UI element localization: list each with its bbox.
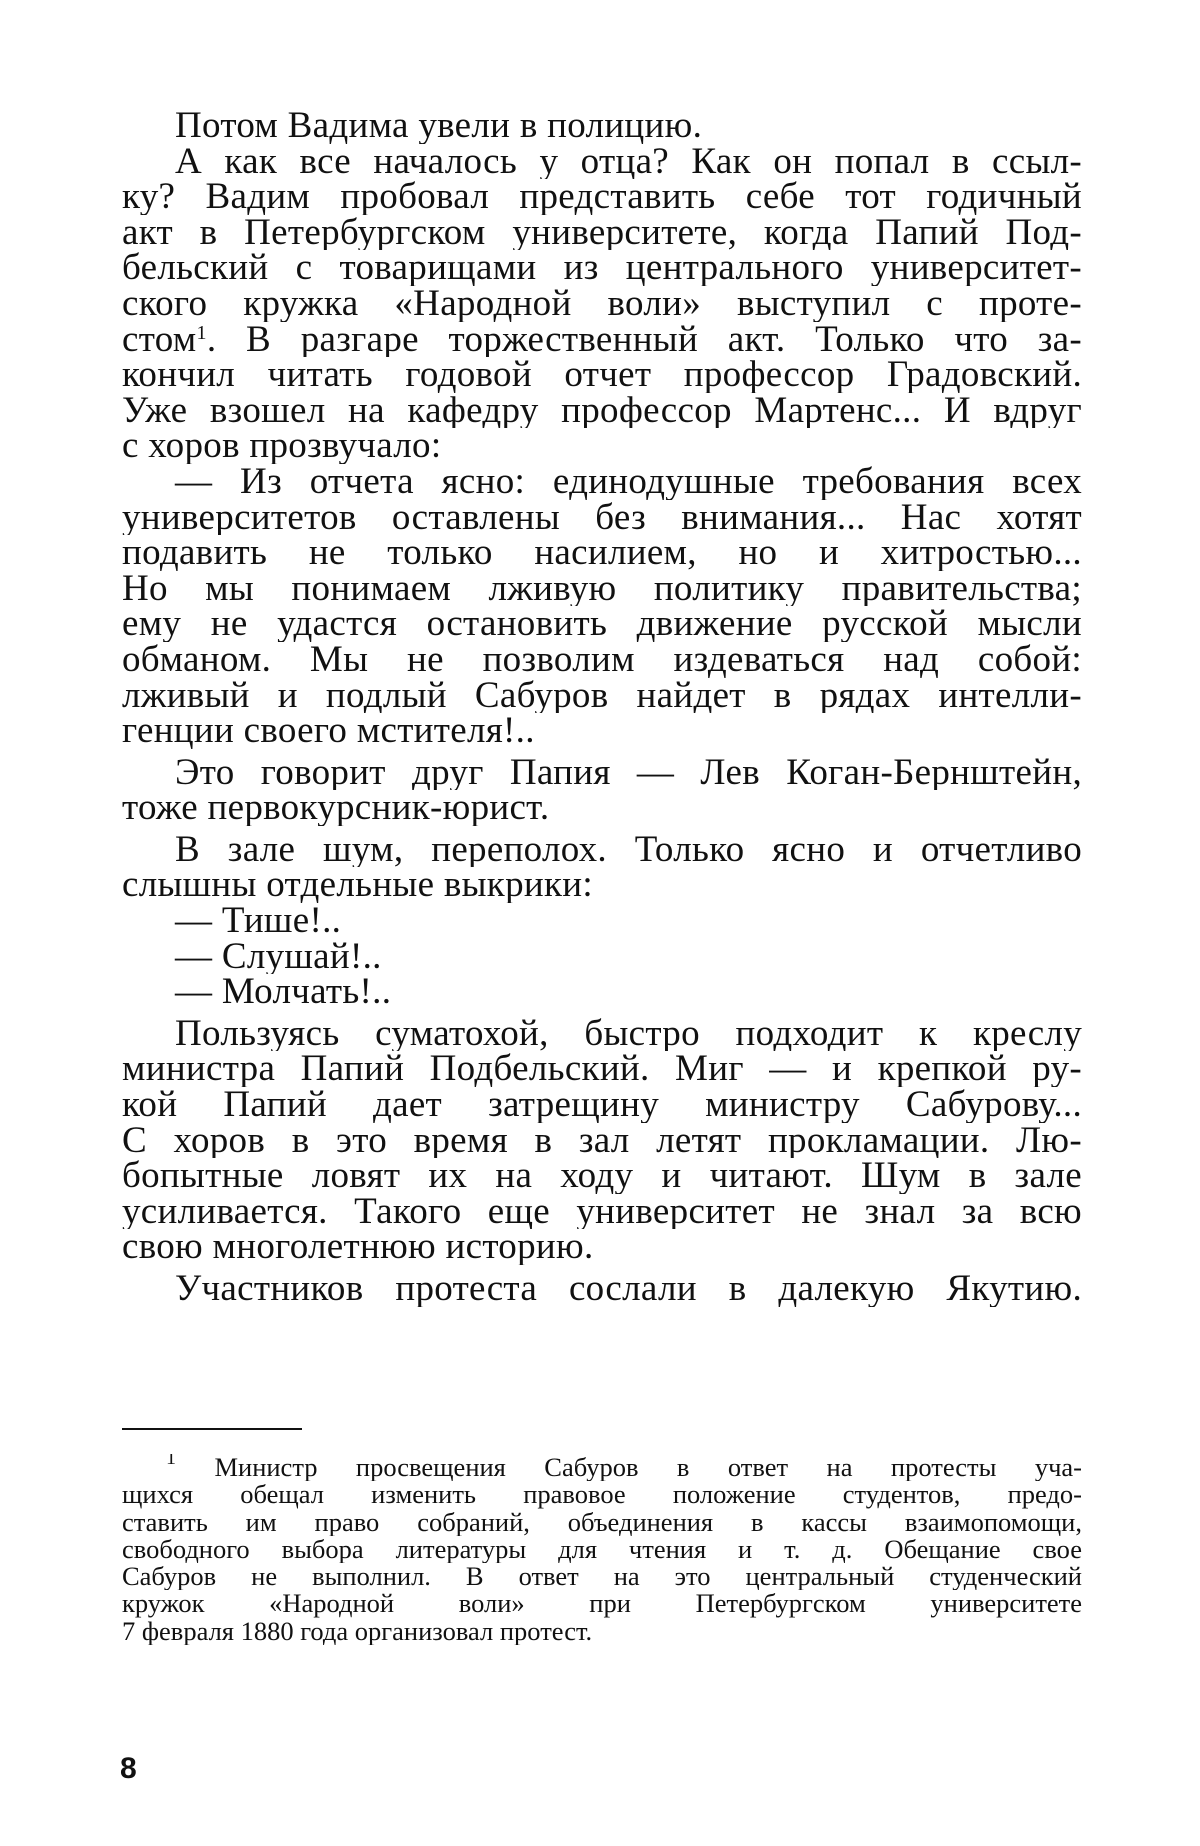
text-line: А как все началось у отца? Как он попал в ссыл- [122, 144, 1082, 180]
text-fragment: стом [122, 322, 197, 358]
text-line: генции своего мстителя!.. [122, 713, 1082, 749]
text-line: ему не удастся остановить движение русской мысли [122, 606, 1082, 642]
text-line: Участников протеста сослали в далекую Якутию. [122, 1271, 1082, 1307]
text-line: В зале шум, переполох. Только ясно и отчетливо [122, 832, 1082, 868]
text-line: ку? Вадим пробовал представить себе тот годичный [122, 179, 1082, 215]
text-line: Пользуясь суматохой, быстро подходит к креслу [122, 1016, 1082, 1052]
text-line: кончил читать годовой отчет профессор Градовский. [122, 357, 1082, 393]
text-line: лживый и подлый Сабуров найдет в рядах интелли- [122, 678, 1082, 714]
text-line: подавить не только насилием, но и хитростью... [122, 535, 1082, 571]
text-line: Это говорит друг Папия — Лев Коган-Бернштейн, [122, 755, 1082, 791]
text-line: с хоров прозвучало: [122, 428, 1082, 464]
footnote-line: Сабуров не выполнил. В ответ на это центральный студенческий [122, 1563, 1082, 1590]
page-number: 8 [120, 1752, 137, 1786]
footnote-line: ставить им право собраний, объединения в кассы взаимопомощи, [122, 1509, 1082, 1536]
text-line: Потом Вадима увели в полицию. [122, 108, 1082, 144]
text-line: — Из отчета ясно: единодушные требования всех [122, 464, 1082, 500]
footnote-line [122, 1454, 1082, 1481]
text-line: бопытные ловят их на ходу и читают. Шум в зале [122, 1158, 1082, 1194]
footnote-line: кружок «Народной воли» при Петербургском университете [122, 1590, 1082, 1617]
text-line: министра Папий Подбельский. Миг — и крепкой ру- [122, 1051, 1082, 1087]
main-text [122, 108, 1082, 1307]
text-line: — Тише!.. [122, 903, 1082, 939]
text-line: университетов оставлены без внимания... Нас хотят [122, 500, 1082, 536]
text-fragment: . В разгаре торжественный акт. Только что за- [207, 322, 1082, 358]
text-line: слышны отдельные выкрики: [122, 867, 1082, 903]
text-line: обманом. Мы не позволим издеваться над собой: [122, 642, 1082, 678]
text-line: Уже взошел на кафедру профессор Мартенс... И вдруг [122, 393, 1082, 429]
text-line: Но мы понимаем лживую политику правительства; [122, 571, 1082, 607]
text-line [122, 322, 1082, 358]
text-line: тоже первокурсник-юрист. [122, 790, 1082, 826]
footnote-ref[interactable]: 1 [197, 322, 207, 344]
footnote-divider [122, 1428, 302, 1430]
text-line: бельский с товарищами из центрального университет- [122, 250, 1082, 286]
footnote [122, 1454, 1082, 1645]
text-line: — Молчать!.. [122, 974, 1082, 1010]
footnote-line: свободного выбора литературы для чтения и т. д. Обещание свое [122, 1536, 1082, 1563]
text-line: акт в Петербургском университете, когда Папий Под- [122, 215, 1082, 251]
text-line: усиливается. Такого еще университет не знал за всю [122, 1194, 1082, 1230]
text-fragment: Министр просвещения Сабуров в ответ на протесты уча- [214, 1454, 1082, 1481]
footnote-marker: 1 [166, 1454, 176, 1469]
footnote-line: щихся обещал изменить правовое положение студентов, предо- [122, 1481, 1082, 1508]
text-line: кой Папий дает затрещину министру Сабурову... [122, 1087, 1082, 1123]
text-line: ского кружка «Народной воли» выступил с проте- [122, 286, 1082, 322]
footnote-line: 7 февраля 1880 года организовал протест. [122, 1618, 1082, 1645]
text-line: С хоров в это время в зал летят прокламации. Лю- [122, 1123, 1082, 1159]
text-line: свою многолетнюю историю. [122, 1229, 1082, 1265]
text-line: — Слушай!.. [122, 939, 1082, 975]
